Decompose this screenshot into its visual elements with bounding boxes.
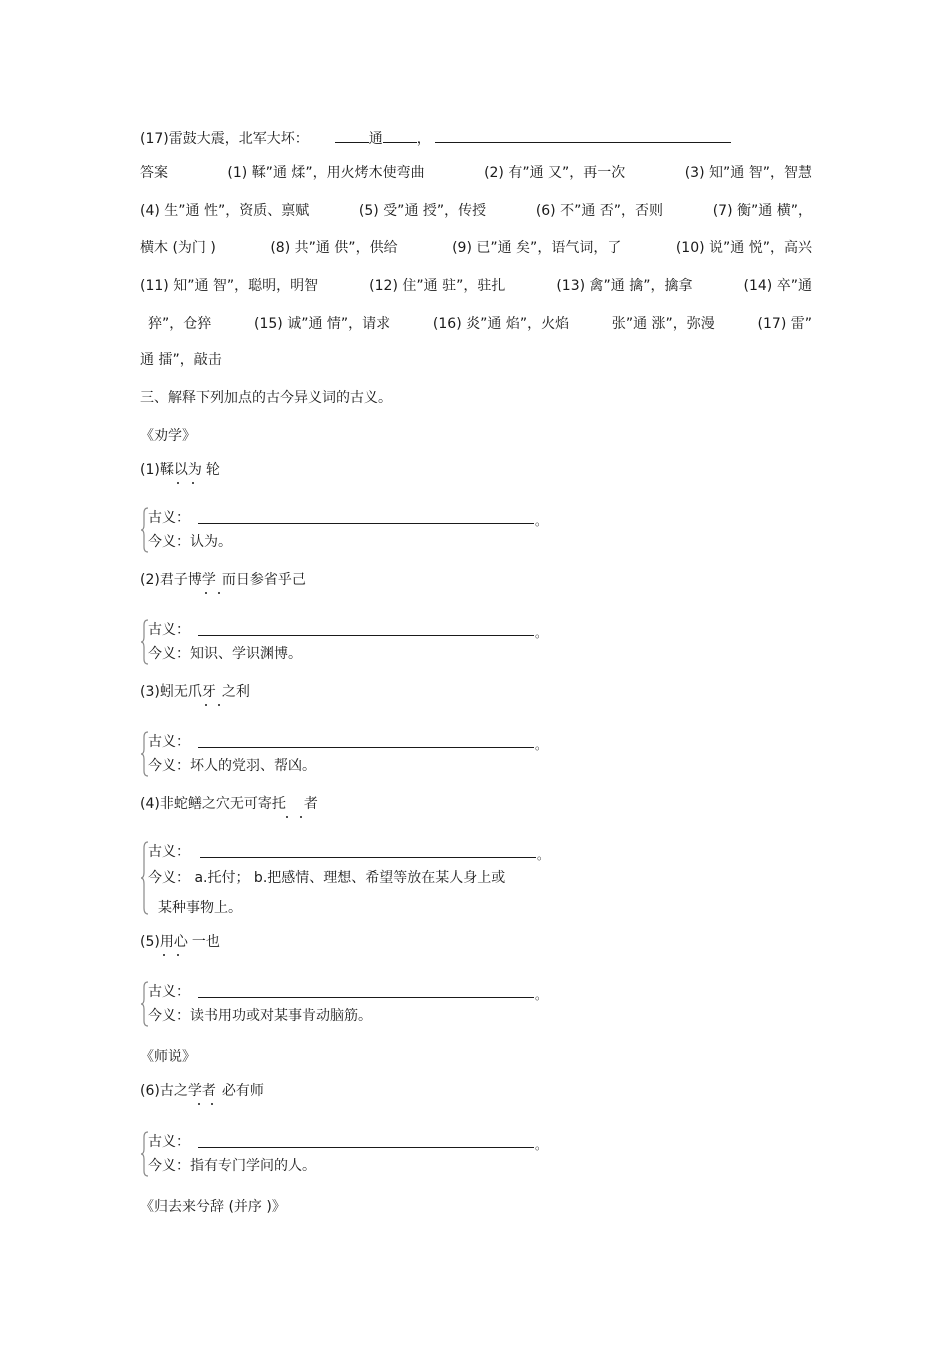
emphasis-dot xyxy=(198,1103,200,1105)
question-text-tail: 者 xyxy=(303,796,318,812)
comma: ， xyxy=(416,131,431,147)
answer-item: (6) 不”通 否”，否则 xyxy=(535,203,664,219)
answers-row-6: 通 擂”，敲击 xyxy=(140,352,222,368)
modern-meaning: 今义：认为。 xyxy=(148,534,232,550)
question-text-tail: 之利 xyxy=(221,684,250,700)
question-item-3 xyxy=(140,682,250,702)
modern-meaning-continued: 某种事物上。 xyxy=(158,900,242,916)
source-title-shishuo: 《师说》 xyxy=(140,1049,196,1065)
answer-item: (9) 已”通 矣”，语气词，了 xyxy=(452,240,622,256)
answers-row-4 xyxy=(140,276,812,296)
blank-2[interactable] xyxy=(383,128,417,143)
ancient-meaning-label: 古义： xyxy=(148,984,190,1000)
source-title-guiqulaixici: 《归去来兮辞 (并序 )》 xyxy=(140,1199,286,1215)
answer-item: (5) 受”通 授”，传授 xyxy=(358,203,487,219)
question-item-4 xyxy=(140,794,318,814)
answers-row-2 xyxy=(140,201,812,221)
answer-item: (1) 鞣”通 煣”，用火烤木使弯曲 xyxy=(227,165,425,181)
answer-blank[interactable] xyxy=(198,1147,534,1148)
answers-row-1 xyxy=(140,163,812,183)
emphasis-dot xyxy=(205,704,207,706)
period: 。 xyxy=(537,848,550,862)
question-text: (6)古之学者 xyxy=(140,1083,216,1099)
emphasis-dot xyxy=(192,482,194,484)
question-text: (1)鞣以为 xyxy=(140,462,202,478)
meaning-block-1 xyxy=(140,506,550,556)
modern-meaning: 今义：坏人的党羽、帮凶。 xyxy=(148,758,316,774)
emphasis-dot xyxy=(218,592,220,594)
answer-label: 答案 xyxy=(140,165,168,181)
answer-item: (12) 住”通 驻”，驻扎 xyxy=(369,278,506,294)
answer-item: (8) 共”通 供”，供给 xyxy=(270,240,398,256)
question-text: (4)非蛇鳝之穴无可寄托 xyxy=(140,796,286,812)
modern-meaning: 今义： a.托付； b.把感情、理想、希望等放在某人身上或 xyxy=(148,870,506,886)
meaning-block-5 xyxy=(140,980,550,1030)
meaning-block-2 xyxy=(140,618,550,668)
question-text-tail: 一也 xyxy=(191,934,220,950)
question-17-text: (17)雷鼓大震，北军大坏： xyxy=(140,131,309,147)
question-17 xyxy=(140,128,731,149)
ancient-meaning-label: 古义： xyxy=(148,622,190,638)
question-item-6 xyxy=(140,1081,264,1101)
question-text: (3)蚓无爪牙 xyxy=(140,684,216,700)
question-text: (2)君子博学 xyxy=(140,572,216,588)
answer-blank[interactable] xyxy=(198,635,534,636)
answer-item: (3) 知”通 智”，智慧 xyxy=(684,165,812,181)
ancient-meaning-label: 古义： xyxy=(148,1134,190,1150)
blank-1[interactable] xyxy=(335,128,369,143)
answer-blank[interactable] xyxy=(198,997,534,998)
answer-item: (7) 衡”通 横”， xyxy=(712,203,812,219)
answer-item: 横木 (为门 ) xyxy=(140,240,216,256)
emphasis-dot xyxy=(286,816,288,818)
question-text-tail: 必有师 xyxy=(221,1083,264,1099)
source-title-quanxue: 《劝学》 xyxy=(140,428,196,444)
question-text: (5)用心 xyxy=(140,934,188,950)
meaning-block-3 xyxy=(140,730,550,780)
emphasis-dot xyxy=(205,592,207,594)
answer-item: (13) 禽”通 擒”，擒拿 xyxy=(556,278,693,294)
emphasis-dot xyxy=(218,704,220,706)
answer-item: (10) 说”通 悦”，高兴 xyxy=(675,240,812,256)
answers-row-5 xyxy=(140,314,812,334)
question-item-2 xyxy=(140,570,306,590)
question-item-1 xyxy=(140,460,220,480)
emphasis-dot xyxy=(177,482,179,484)
emphasis-dot xyxy=(300,816,302,818)
answer-item: (16) 炎”通 焰”，火焰 xyxy=(432,316,570,332)
answer-item: (11) 知”通 智”，聪明，明智 xyxy=(140,278,319,294)
tong-char: 通 xyxy=(368,131,383,147)
answer-blank[interactable] xyxy=(198,747,534,748)
section-heading: 三、解释下列加点的古今异义词的古义。 xyxy=(140,390,392,406)
ancient-meaning-label: 古义： xyxy=(148,844,190,860)
answer-item: (2) 有”通 又”，再一次 xyxy=(484,165,626,181)
answer-item: 张”通 涨”，弥漫 xyxy=(611,316,715,332)
answer-blank[interactable] xyxy=(198,523,534,524)
answer-blank[interactable] xyxy=(200,857,536,858)
answers-row-3 xyxy=(140,238,812,258)
answer-item: (14) 卒”通 xyxy=(743,278,812,294)
period: 。 xyxy=(535,514,548,528)
period: 。 xyxy=(535,626,548,640)
modern-meaning: 今义：指有专门学问的人。 xyxy=(148,1158,316,1174)
answer-item: (4) 生”通 性”，资质、禀赋 xyxy=(140,203,310,219)
ancient-meaning-label: 古义： xyxy=(148,734,190,750)
emphasis-dot xyxy=(163,954,165,956)
answer-item: (17) 雷” xyxy=(757,316,812,332)
ancient-meaning-label: 古义： xyxy=(148,510,190,526)
answer-item: 猝”，仓猝 xyxy=(148,316,212,332)
period: 。 xyxy=(535,738,548,752)
period: 。 xyxy=(535,988,548,1002)
question-text-tail: 而日参省乎己 xyxy=(221,572,306,588)
emphasis-dot xyxy=(211,1103,213,1105)
meaning-block-6 xyxy=(140,1130,550,1180)
period: 。 xyxy=(535,1138,548,1152)
question-text-tail: 轮 xyxy=(205,462,220,478)
emphasis-dot xyxy=(177,954,179,956)
answer-item: (15) 诚”通 情”，请求 xyxy=(254,316,391,332)
modern-meaning: 今义：读书用功或对某事肯动脑筋。 xyxy=(148,1008,372,1024)
blank-3[interactable] xyxy=(435,128,731,143)
modern-meaning: 今义：知识、学识渊博。 xyxy=(148,646,302,662)
question-item-5 xyxy=(140,932,220,952)
meaning-block-4 xyxy=(140,840,560,920)
